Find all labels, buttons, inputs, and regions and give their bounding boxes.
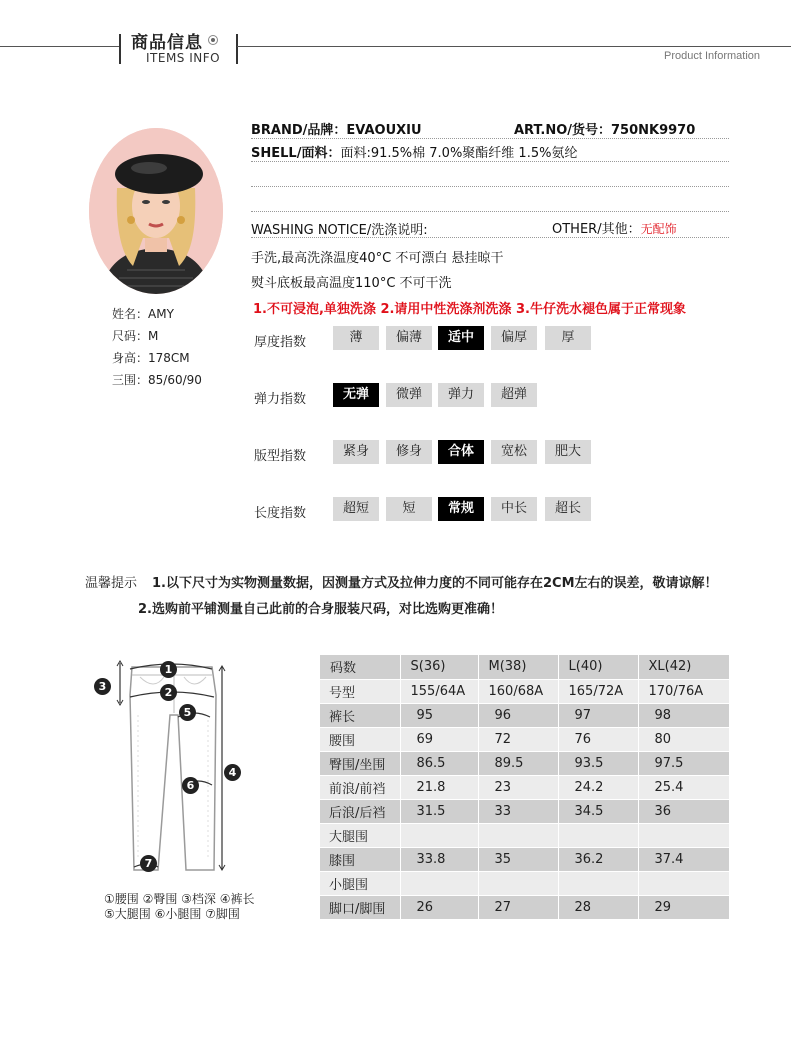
brand-row [251, 119, 422, 138]
model-measurements: 三围：85/60/90 [112, 373, 202, 387]
table-row [320, 799, 729, 823]
index-option: 适中 [438, 326, 484, 350]
table-cell: 后浪/后裆 [320, 799, 400, 823]
divider-dotted [251, 237, 729, 238]
table-row [320, 703, 729, 727]
model-illustration [89, 128, 223, 294]
index-option: 宽松 [491, 440, 537, 464]
table-cell: 小腿围 [320, 871, 400, 895]
index-option: 厚 [545, 326, 591, 350]
table-cell: XL(42) [638, 655, 729, 679]
table-cell: 21.8 [400, 775, 478, 799]
index-label: 版型指数 [254, 449, 307, 464]
table-cell: 大腿围 [320, 823, 400, 847]
index-option: 常规 [438, 497, 484, 521]
other-label: OTHER/其他： [552, 222, 641, 237]
table-row [320, 775, 729, 799]
table-row [320, 679, 729, 703]
header-subtitle: ITEMS INFO [146, 51, 221, 65]
table-cell: 27 [478, 895, 558, 919]
header-bar-left [119, 34, 121, 64]
diagram-marker: 1 [160, 661, 177, 678]
diagram-marker: 5 [179, 704, 196, 721]
model-name: 姓名：AMY [112, 307, 174, 321]
index-label: 厚度指数 [254, 335, 307, 350]
table-cell: 72 [478, 727, 558, 751]
table-cell: 膝围 [320, 847, 400, 871]
index-option: 弹力 [438, 383, 484, 407]
table-cell: L(40) [558, 655, 638, 679]
index-option: 超弹 [491, 383, 537, 407]
table-cell [478, 871, 558, 895]
table-cell: 26 [400, 895, 478, 919]
header-right-label: Product Information [664, 50, 760, 62]
table-row [320, 871, 729, 895]
art-label: ART.NO/货号： [514, 123, 611, 138]
table-cell: 89.5 [478, 751, 558, 775]
table-cell: 33 [478, 799, 558, 823]
table-cell: 裤长 [320, 703, 400, 727]
art-row [514, 119, 695, 138]
table-cell: 腰围 [320, 727, 400, 751]
index-option: 薄 [333, 326, 379, 350]
table-cell: 69 [400, 727, 478, 751]
divider-dotted [251, 138, 729, 139]
table-cell [558, 823, 638, 847]
index-option: 肥大 [545, 440, 591, 464]
table-cell: 33.8 [400, 847, 478, 871]
table-header-row [320, 655, 729, 679]
table-cell: 36 [638, 799, 729, 823]
washing-label: WASHING NOTICE/洗涤说明: [251, 223, 428, 238]
table-cell: 80 [638, 727, 729, 751]
table-row [320, 751, 729, 775]
table-cell [400, 871, 478, 895]
table-cell: 28 [558, 895, 638, 919]
table-cell: 95 [400, 703, 478, 727]
table-cell: 165/72A [558, 679, 638, 703]
shell-value: 面料:91.5%棉 7.0%聚酯纤维 1.5%氨纶 [340, 146, 578, 161]
table-cell: 24.2 [558, 775, 638, 799]
table-cell: M(38) [478, 655, 558, 679]
brand-value: EVAOUXIU [346, 123, 422, 138]
table-cell: 25.4 [638, 775, 729, 799]
table-row [320, 895, 729, 919]
brand-label: BRAND/品牌： [251, 123, 347, 138]
table-cell: 97 [558, 703, 638, 727]
table-cell: 37.4 [638, 847, 729, 871]
diagram-legend-line-1: ①腰围 ②臀围 ③档深 ④裤长 [104, 892, 255, 906]
table-cell: 36.2 [558, 847, 638, 871]
tips-label: 温馨提示 [85, 576, 138, 591]
table-cell: 155/64A [400, 679, 478, 703]
table-cell: 98 [638, 703, 729, 727]
table-cell: 29 [638, 895, 729, 919]
index-option: 偏厚 [491, 326, 537, 350]
index-option: 偏薄 [386, 326, 432, 350]
index-option: 超长 [545, 497, 591, 521]
shell-row [251, 142, 577, 161]
wash-line-2: 熨斗底板最高温度110°C 不可干洗 [251, 276, 452, 291]
table-cell: 34.5 [558, 799, 638, 823]
model-size: 尺码：M [112, 329, 159, 343]
header-line-right [237, 46, 791, 47]
index-option: 紧身 [333, 440, 379, 464]
table-cell: 170/76A [638, 679, 729, 703]
header-line-left [0, 46, 120, 47]
table-cell: 31.5 [400, 799, 478, 823]
table-cell: 76 [558, 727, 638, 751]
diagram-legend-line-2: ⑤大腿围 ⑥小腿围 ⑦脚围 [104, 907, 240, 921]
model-height: 身高：178CM [112, 351, 190, 365]
divider-dotted [251, 186, 729, 187]
tips-line-2: 2.选购前平铺测量自己此前的合身服装尺码，对比选购更准确！ [138, 602, 503, 617]
index-option: 中长 [491, 497, 537, 521]
table-cell: 96 [478, 703, 558, 727]
diagram-marker: 7 [140, 855, 157, 872]
index-label: 弹力指数 [254, 392, 307, 407]
index-option: 短 [386, 497, 432, 521]
index-option: 合体 [438, 440, 484, 464]
table-row [320, 727, 729, 751]
index-option: 超短 [333, 497, 379, 521]
table-cell: 号型 [320, 679, 400, 703]
index-option: 无弹 [333, 383, 379, 407]
table-cell [638, 871, 729, 895]
wash-line-1: 手洗,最高洗涤温度40°C 不可漂白 悬挂晾干 [251, 251, 504, 266]
divider-dotted [251, 211, 729, 212]
table-cell: 臀围/坐围 [320, 751, 400, 775]
table-cell [638, 823, 729, 847]
table-cell: 码数 [320, 655, 400, 679]
table-cell [400, 823, 478, 847]
table-cell: 93.5 [558, 751, 638, 775]
table-row [320, 847, 729, 871]
header-title: 商品信息 [131, 33, 203, 53]
table-cell [478, 823, 558, 847]
shell-label: SHELL/面料： [251, 146, 341, 161]
other-row [552, 218, 677, 237]
table-cell: S(36) [400, 655, 478, 679]
table-cell: 35 [478, 847, 558, 871]
art-value: 750NK9970 [611, 123, 696, 138]
table-cell: 160/68A [478, 679, 558, 703]
table-cell: 86.5 [400, 751, 478, 775]
index-label: 长度指数 [254, 506, 307, 521]
diagram-marker: 6 [182, 777, 199, 794]
divider-dotted [251, 161, 729, 162]
size-table [320, 655, 730, 920]
header-bar-right [236, 34, 238, 64]
index-option: 修身 [386, 440, 432, 464]
diagram-marker: 3 [94, 678, 111, 695]
diagram-marker: 4 [224, 764, 241, 781]
model-photo [89, 128, 223, 294]
table-row [320, 823, 729, 847]
other-value: 无配饰 [640, 222, 677, 236]
diagram-marker: 2 [160, 684, 177, 701]
table-cell: 前浪/前裆 [320, 775, 400, 799]
table-cell [558, 871, 638, 895]
table-cell: 23 [478, 775, 558, 799]
table-cell: 97.5 [638, 751, 729, 775]
pants-diagram [94, 655, 254, 880]
wash-warning: 1.不可浸泡,单独洗涤 2.请用中性洗涤剂洗涤 3.牛仔洗水褪色属于正常现象 [253, 302, 686, 317]
header-dot-icon [208, 35, 218, 45]
table-cell: 脚口/脚围 [320, 895, 400, 919]
tips-line-1: 1.以下尺寸为实物测量数据，因测量方式及拉伸力度的不同可能存在2CM左右的误差，敬请谅解！ [152, 576, 718, 591]
index-option: 微弹 [386, 383, 432, 407]
